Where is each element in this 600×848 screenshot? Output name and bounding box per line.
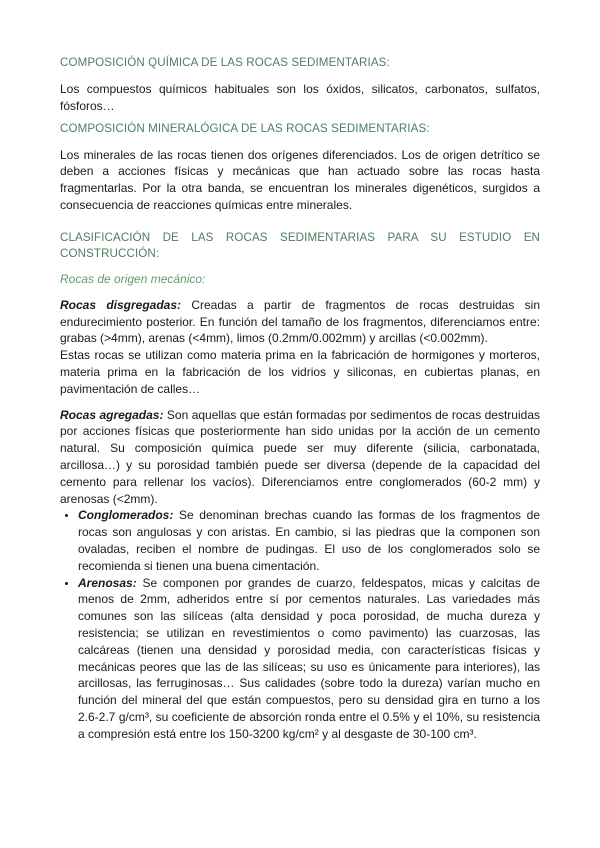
heading-classification: CLASIFICACIÓN DE LAS ROCAS SEDIMENTARIAS PARA SU ESTUDIO EN CONSTRUCCIÓN: <box>60 230 540 260</box>
list-item-sandstones <box>78 575 540 743</box>
term-sandstones: Arenosas: <box>78 575 137 590</box>
text-aggregated-rocks: Son aquellas que están formadas por sedimentos de rocas destruidas por acciones físicas que posteriormente han sido unidas por la acción de un cemento natural. Su composición química puede ser muy diferente (silicia, carbonatada, arcillosa…) y su porosidad también puede ser diversa (depende de la capacidad del cemento para rellenar los vacíos). Diferenciamos entre conglomerados (60-2 mm) y arenosas (<2mm). <box>60 407 540 506</box>
heading-mineral-composition: COMPOSICIÓN MINERALÓGICA DE LAS ROCAS SEDIMENTARIAS: <box>60 121 430 135</box>
term-aggregated-rocks: Rocas agregadas: <box>60 407 164 422</box>
subheading-mechanical-origin: Rocas de origen mecánico: <box>60 271 206 286</box>
paragraph-disaggregated-uses: Estas rocas se utilizan como materia prima en la fabricación de hormigones y morteros, materia prima en la fabricación de los vidrios y siliconas, en cubiertas planas, en pavimentación de calles… <box>60 348 540 396</box>
paragraph-disaggregated-rocks <box>60 297 540 347</box>
text-disaggregated-rocks: Creadas a partir de fragmentos de rocas destruidas sin endurecimiento posterior. En función del tamaño de los fragmentos, diferenciamos entre: grabas (>4mm), arenas (<4mm), limos (0.2mm/0.002mm) y arcillas (<0.002mm). <box>60 297 540 346</box>
list-item-conglomerates <box>78 507 540 574</box>
paragraph-mineral-composition: Los minerales de las rocas tienen dos orígenes diferenciados. Los de origen detrítico se deben a acciones físicas y mecánicas que han actuado sobre las rocas hasta fragmentarlas. Por la otra banda, se encuentran los minerales digenéticos, surgidos a consecuencia de reacciones químicas entre minerales. <box>60 147 540 212</box>
term-disaggregated-rocks: Rocas disgregadas: <box>60 297 182 312</box>
text-sandstones: Se componen por grandes de cuarzo, feldespatos, micas y calcitas de menos de 2mm, adheridos entre sí por cementos naturales. Las variedades más comunes son las silíceas (alta densidad y poca porosidad, de mucha dureza y resistencia; se utilizan en revestimientos o como pavimento) las cuarzosas, las calcáreas (tienen una densidad y porosidad media, con características físicas y mecánicas peores que las de las silíceas; su uso es únicamente para interiores), las arcillosas, las ferruginosas… Sus calidades (sobre todo la dureza) varían mucho en función del mineral del que están compuestos, pero su densidad gira en turno a los 2.6-2.7 g/cm³, su coeficiente de absorción ronda entre el 0.5% y el 10%, su resistencia a compresión está entre los 150-3200 kg/cm² y al desgaste de 30-100 cm³. <box>78 575 540 741</box>
text-conglomerates: Se denominan brechas cuando las formas de los fragmentos de rocas son angulosas y con aristas. En cambio, si las piedras que la componen son ovaladas, reciben el nombre de pudingas. El uso de los conglomerados solo se recomienda si tienen una buena cimentación. <box>78 508 540 573</box>
heading-chemical-composition: COMPOSICIÓN QUÍMICA DE LAS ROCAS SEDIMENTARIAS: <box>60 56 390 69</box>
rock-types-list <box>60 507 540 742</box>
paragraph-chemical-composition: Los compuestos químicos habituales son los óxidos, silicatos, carbonatos, sulfatos, fósforos… <box>60 82 540 113</box>
paragraph-aggregated-rocks <box>60 407 540 508</box>
term-conglomerates: Conglomerados: <box>78 508 174 523</box>
